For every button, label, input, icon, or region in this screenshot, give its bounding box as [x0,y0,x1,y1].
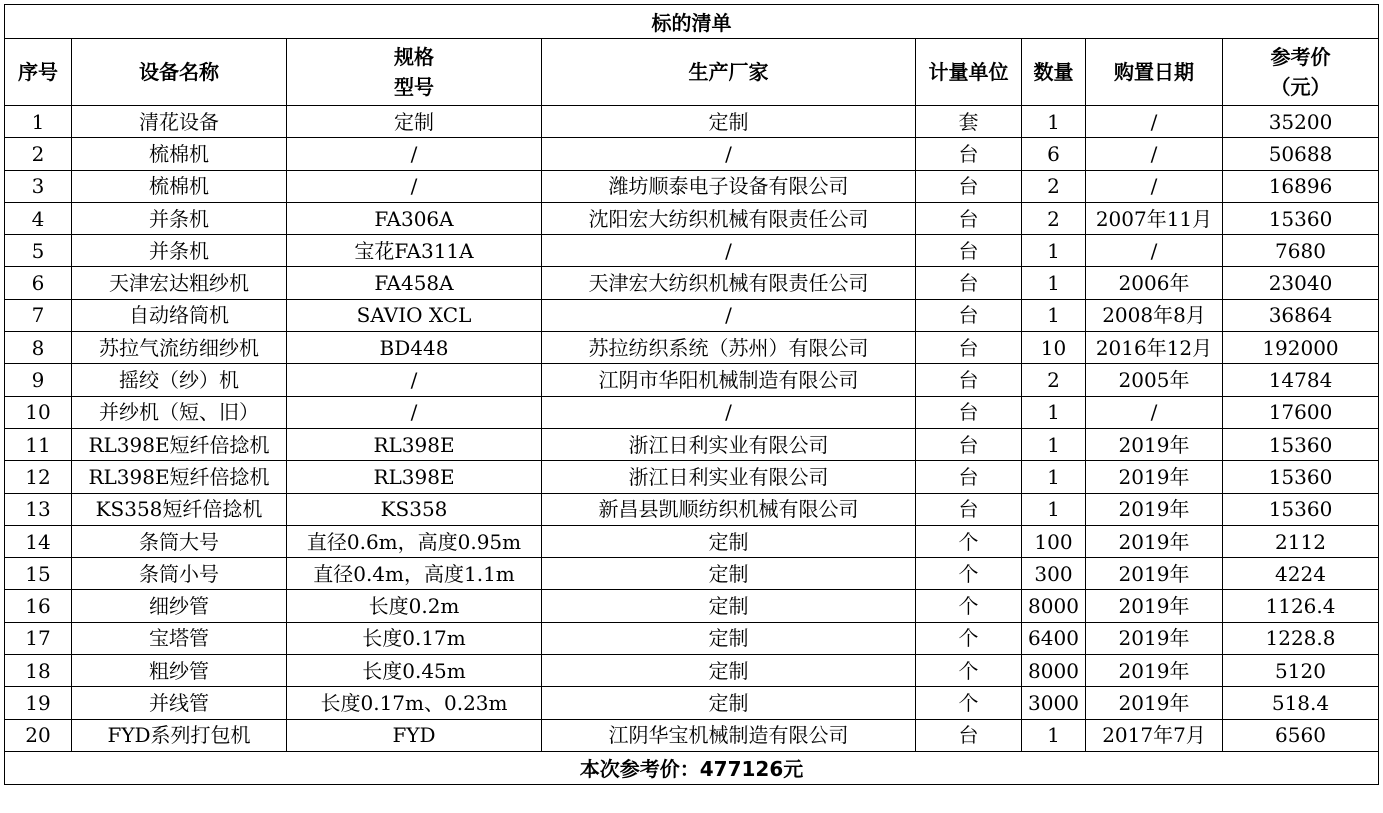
cell-seq: 16 [5,590,72,622]
cell-unit: 台 [916,719,1022,751]
cell-spec: 长度0.17m、0.23m [287,687,542,719]
cell-price: 5120 [1223,655,1379,687]
header-seq: 序号 [5,39,72,106]
cell-price: 15360 [1223,493,1379,525]
cell-qty: 1 [1022,719,1086,751]
cell-name: 细纱管 [72,590,287,622]
cell-unit: 台 [916,138,1022,170]
cell-price: 35200 [1223,106,1379,138]
header-price-line2: （元） [1270,75,1331,99]
cell-unit: 台 [916,170,1022,202]
cell-spec: / [287,364,542,396]
cell-qty: 1 [1022,396,1086,428]
cell-price: 50688 [1223,138,1379,170]
cell-qty: 3000 [1022,687,1086,719]
cell-maker: / [542,138,916,170]
cell-maker: 定制 [542,525,916,557]
cell-unit: 个 [916,525,1022,557]
header-row [5,39,1379,106]
cell-spec: RL398E [287,461,542,493]
cell-spec: 长度0.2m [287,590,542,622]
cell-date: 2007年11月 [1086,202,1223,234]
cell-date: 2019年 [1086,590,1223,622]
table-row [5,299,1379,331]
cell-qty: 1 [1022,299,1086,331]
cell-price: 15360 [1223,428,1379,460]
cell-qty: 2 [1022,364,1086,396]
cell-name: 摇绞（纱）机 [72,364,287,396]
cell-date: 2019年 [1086,461,1223,493]
cell-unit: 个 [916,687,1022,719]
header-spec-line1: 规格 [394,45,434,69]
cell-seq: 5 [5,235,72,267]
table-row [5,461,1379,493]
table-row [5,622,1379,654]
cell-seq: 17 [5,622,72,654]
cell-date: 2019年 [1086,622,1223,654]
total-reference-price: 本次参考价：477126元 [5,751,1379,784]
cell-date: / [1086,235,1223,267]
cell-maker: 江阴市华阳机械制造有限公司 [542,364,916,396]
cell-price: 16896 [1223,170,1379,202]
cell-maker: 定制 [542,106,916,138]
cell-spec: KS358 [287,493,542,525]
table-row [5,655,1379,687]
cell-date: 2005年 [1086,364,1223,396]
cell-maker: / [542,299,916,331]
header-maker: 生产厂家 [542,39,916,106]
cell-date: 2019年 [1086,493,1223,525]
cell-unit: 台 [916,299,1022,331]
cell-spec: FA458A [287,267,542,299]
header-price-line1: 参考价 [1270,45,1331,69]
cell-unit: 台 [916,332,1022,364]
table-row [5,428,1379,460]
cell-seq: 2 [5,138,72,170]
cell-qty: 6 [1022,138,1086,170]
cell-spec: FYD [287,719,542,751]
cell-seq: 15 [5,558,72,590]
cell-seq: 9 [5,364,72,396]
cell-spec: 定制 [287,106,542,138]
cell-seq: 18 [5,655,72,687]
cell-maker: 定制 [542,558,916,590]
table-row [5,364,1379,396]
cell-maker: 天津宏大纺织机械有限责任公司 [542,267,916,299]
cell-unit: 台 [916,235,1022,267]
cell-maker: 定制 [542,655,916,687]
cell-unit: 个 [916,558,1022,590]
cell-unit: 台 [916,396,1022,428]
cell-seq: 10 [5,396,72,428]
cell-maker: 江阴华宝机械制造有限公司 [542,719,916,751]
cell-date: 2017年7月 [1086,719,1223,751]
cell-name: 梳棉机 [72,170,287,202]
cell-price: 17600 [1223,396,1379,428]
cell-date: 2019年 [1086,655,1223,687]
cell-seq: 3 [5,170,72,202]
cell-qty: 6400 [1022,622,1086,654]
cell-maker: 定制 [542,622,916,654]
cell-name: 苏拉气流纺细纱机 [72,332,287,364]
cell-seq: 4 [5,202,72,234]
cell-date: / [1086,396,1223,428]
cell-seq: 14 [5,525,72,557]
cell-spec: 直径0.6m，高度0.95m [287,525,542,557]
cell-qty: 300 [1022,558,1086,590]
cell-name: KS358短纤倍捻机 [72,493,287,525]
header-qty: 数量 [1022,39,1086,106]
table-row [5,396,1379,428]
cell-unit: 个 [916,655,1022,687]
cell-name: 宝塔管 [72,622,287,654]
cell-name: 天津宏达粗纱机 [72,267,287,299]
cell-maker: 苏拉纺织系统（苏州）有限公司 [542,332,916,364]
table-body [5,106,1379,752]
header-price [1223,39,1379,106]
cell-maker: 新昌县凯顺纺织机械有限公司 [542,493,916,525]
cell-maker: 沈阳宏大纺织机械有限责任公司 [542,202,916,234]
cell-name: 并纱机（短、旧） [72,396,287,428]
cell-qty: 2 [1022,202,1086,234]
table-row [5,525,1379,557]
cell-date: 2019年 [1086,687,1223,719]
cell-seq: 8 [5,332,72,364]
cell-date: / [1086,170,1223,202]
cell-price: 1228.8 [1223,622,1379,654]
cell-spec: / [287,170,542,202]
cell-name: 并条机 [72,202,287,234]
table-row [5,138,1379,170]
cell-seq: 20 [5,719,72,751]
cell-name: RL398E短纤倍捻机 [72,461,287,493]
cell-unit: 台 [916,493,1022,525]
cell-name: 粗纱管 [72,655,287,687]
cell-unit: 套 [916,106,1022,138]
header-spec [287,39,542,106]
cell-name: 条筒小号 [72,558,287,590]
cell-seq: 13 [5,493,72,525]
cell-unit: 个 [916,622,1022,654]
cell-qty: 1 [1022,267,1086,299]
header-spec-line2: 型号 [394,75,434,99]
footer-row [5,751,1379,784]
table-row [5,687,1379,719]
cell-spec: / [287,396,542,428]
table-row [5,558,1379,590]
cell-price: 15360 [1223,461,1379,493]
cell-price: 192000 [1223,332,1379,364]
cell-unit: 台 [916,461,1022,493]
cell-qty: 1 [1022,493,1086,525]
cell-maker: 定制 [542,590,916,622]
table-row [5,493,1379,525]
table-row [5,235,1379,267]
cell-maker: / [542,235,916,267]
cell-qty: 2 [1022,170,1086,202]
cell-seq: 12 [5,461,72,493]
cell-price: 7680 [1223,235,1379,267]
table-row [5,267,1379,299]
cell-spec: RL398E [287,428,542,460]
cell-qty: 100 [1022,525,1086,557]
cell-price: 14784 [1223,364,1379,396]
cell-qty: 1 [1022,428,1086,460]
cell-price: 23040 [1223,267,1379,299]
cell-spec: FA306A [287,202,542,234]
cell-date: 2006年 [1086,267,1223,299]
bid-list-table [4,4,1379,785]
cell-maker: / [542,396,916,428]
cell-seq: 6 [5,267,72,299]
cell-name: FYD系列打包机 [72,719,287,751]
cell-seq: 1 [5,106,72,138]
cell-spec: 宝花FA311A [287,235,542,267]
cell-price: 15360 [1223,202,1379,234]
cell-seq: 7 [5,299,72,331]
cell-date: 2016年12月 [1086,332,1223,364]
cell-name: RL398E短纤倍捻机 [72,428,287,460]
header-date: 购置日期 [1086,39,1223,106]
cell-price: 2112 [1223,525,1379,557]
table-title: 标的清单 [5,5,1379,39]
cell-unit: 台 [916,364,1022,396]
table-row [5,170,1379,202]
cell-spec: 长度0.17m [287,622,542,654]
cell-spec: SAVIO XCL [287,299,542,331]
cell-date: 2008年8月 [1086,299,1223,331]
header-unit: 计量单位 [916,39,1022,106]
cell-qty: 1 [1022,235,1086,267]
cell-unit: 台 [916,428,1022,460]
table-row [5,106,1379,138]
cell-name: 并条机 [72,235,287,267]
cell-name: 并线管 [72,687,287,719]
cell-price: 36864 [1223,299,1379,331]
cell-maker: 潍坊顺泰电子设备有限公司 [542,170,916,202]
cell-maker: 浙江日利实业有限公司 [542,461,916,493]
cell-spec: 直径0.4m，高度1.1m [287,558,542,590]
cell-date: / [1086,138,1223,170]
cell-name: 梳棉机 [72,138,287,170]
cell-maker: 定制 [542,687,916,719]
cell-name: 自动络筒机 [72,299,287,331]
cell-date: 2019年 [1086,525,1223,557]
table-row [5,719,1379,751]
cell-unit: 台 [916,202,1022,234]
cell-spec: BD448 [287,332,542,364]
cell-qty: 8000 [1022,590,1086,622]
table-row [5,202,1379,234]
cell-date: 2019年 [1086,428,1223,460]
cell-seq: 11 [5,428,72,460]
cell-unit: 个 [916,590,1022,622]
cell-name: 清花设备 [72,106,287,138]
cell-price: 518.4 [1223,687,1379,719]
cell-spec: / [287,138,542,170]
cell-qty: 1 [1022,106,1086,138]
cell-unit: 台 [916,267,1022,299]
cell-date: / [1086,106,1223,138]
cell-price: 4224 [1223,558,1379,590]
cell-date: 2019年 [1086,558,1223,590]
table-row [5,332,1379,364]
cell-price: 1126.4 [1223,590,1379,622]
title-row [5,5,1379,39]
cell-maker: 浙江日利实业有限公司 [542,428,916,460]
cell-price: 6560 [1223,719,1379,751]
cell-spec: 长度0.45m [287,655,542,687]
cell-seq: 19 [5,687,72,719]
cell-qty: 10 [1022,332,1086,364]
cell-name: 条筒大号 [72,525,287,557]
table-row [5,590,1379,622]
header-name: 设备名称 [72,39,287,106]
cell-qty: 1 [1022,461,1086,493]
cell-qty: 8000 [1022,655,1086,687]
